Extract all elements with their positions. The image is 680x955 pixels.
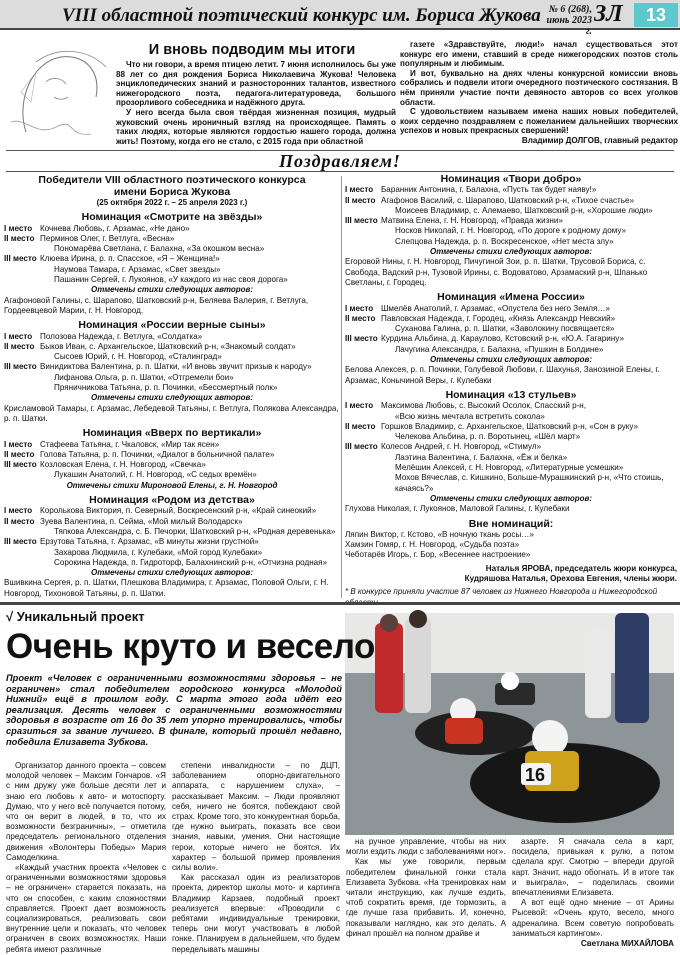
- winner-row: [4, 332, 340, 342]
- winner-entry: Лачугина Александра, г. Балахна, «Пушкин в Болдине»: [395, 344, 604, 354]
- editorial-section: [6, 36, 678, 148]
- winner-row: [345, 304, 677, 314]
- winner-row: [345, 422, 677, 432]
- article-paragraph: азарте. Я сначала села в карт, посидела, привыкая к рулю, а потом сделала круг. Смотрю – впереди другой карт. Значит, надо обогнать. И в итоге так и выиграла», – поделилась своими впечатлениями Елизавета.: [512, 837, 674, 898]
- article-section: [0, 602, 680, 954]
- noted-authors: Глухова Николая, г. Лукоянов, Маловой Галины, г. Кулебаки: [345, 504, 570, 514]
- winner-entry: Курдина Альбина, д. Караулово, Кстовский р-н, «Ю.А. Гагарину»: [381, 334, 624, 344]
- noted-authors: Егоровой Нины, г. Н. Новгород, Пичугиной Зои, р. п. Шатки, Трусовой Бориса, с. Свобода, Вадский р-н, Тузовой Ирины, с. Водоватово, Арзамаский р-н, Шпанько Светланы, г. Городец.: [345, 257, 648, 287]
- article-paragraph: А вот ещё одно мнение – от Арины Рысевой: «Очень круто, весело, много адреналина. Всем советую попробовать заниматься картингом».: [512, 898, 674, 938]
- editorial-signature: Владимир ДОЛГОВ, главный редактор: [521, 135, 678, 145]
- jury-members: Кудряшова Наталья, Орехова Евгения, члены жюри.: [464, 573, 677, 583]
- winner-row: [345, 216, 677, 226]
- extra-entry: Ляпин Виктор, г. Кстово, «В ночную ткань росы…»: [345, 529, 534, 539]
- winner-row: [345, 442, 677, 452]
- place-label: III место: [4, 254, 37, 264]
- place-label: II место: [4, 341, 35, 351]
- winner-entry: Тяпкова Александра, с. Б. Печорки, Шатковский р-н, «Родная деревенька»: [54, 526, 336, 536]
- winner-entry: Сорокина Надежда, п. Гидроторф, Балахнинский р-н, «Отчизна родная»: [54, 557, 328, 567]
- winner-entry: Козловская Елена, г. Н. Новгород, «Свечка»: [40, 460, 206, 470]
- winner-entry: Слепцова Надежда, р. п. Воскресенское, «Нет места злу»: [395, 236, 614, 246]
- winner-entry: Баранник Антонина, г. Балахна, «Пусть так будет наяву!»: [381, 185, 597, 195]
- place-label: III место: [345, 216, 378, 226]
- svg-text:16: 16: [525, 765, 546, 785]
- editorial-paragraph: газете «Здравствуйте, люди!» начал существоваться этот конкурс его имени, ставший в среде нижегородских поэтов столь популярным и любимым.: [400, 40, 678, 69]
- article-paragraph: на ручное управление, чтобы на них могли ездить люди с заболеваниями ног».: [346, 837, 506, 857]
- winner-entry: Лифанова Ольга, р. п. Шатки, «Отгремели бои»: [54, 372, 234, 382]
- winner-entry: Матвина Елена, г. Н. Новгород, «Правда жизни»: [381, 216, 563, 226]
- noted-authors: Вшивкина Сергея, р. п. Шатки, Плешкова Владимира, г. Арзамас, Поповой Ольги, г. Н. Новгород, Тихоновой Татьяны, р. п. Шатки.: [4, 578, 329, 598]
- winner-entry: Моисеев Владимир, с. Алемаево, Шатковский р-н, «Хорошие люди»: [395, 205, 653, 215]
- winner-row: [4, 224, 340, 234]
- article-lead: Проект «Человек с ограниченными возможностями здоровья – не ограничен» стал победителем городского конкурса «Молодой Нижний» ещё в прошлом году. С марта этого года идёт его реализация. Десять человек с ограниченными возможностями здоровья в возрасте от 16 до 35 лет упорно тренировались, чтобы сразиться за звание лучшего. В финале, который прошёл недавно, победила Елизавета Зубкова.: [6, 673, 342, 747]
- extra-entry: Хамзин Гомяр, г. Н. Новгород, «Судьба поэта»: [345, 540, 520, 550]
- issue-date: июнь 2023 г.: [546, 15, 592, 37]
- noted-authors: Белова Алексея, р. п. Починки, Голубевой Любови, г. Шахунья, Занозиной Елены, г. Арзамас, Конычиной Веры, г. Кулебаки: [345, 365, 660, 385]
- article-paragraph: Как рассказал один из реализаторов проекта, директор школы мото- и картинга Владимир Карзаев, подобный проект реализуется впервые: «Проводили с ребятами индивидуальные тренировки, теперь они могут участвовать в любой гонке. Планируем в дальнейшем, что будем переделывать машины: [172, 873, 340, 954]
- newspaper-logo: ЗЛ: [594, 1, 623, 27]
- place-label: II место: [4, 449, 35, 459]
- winner-entry: Лукашин Анатолий, г. Н. Новгород, «С седых времён»: [54, 470, 257, 480]
- winner-entry: Голова Татьяна, р. п. Починки, «Диалог в больничной палате»: [40, 449, 275, 459]
- winner-entry: Суханова Галина, р. п. Шатки, «Заволокину посвящается»: [395, 324, 615, 334]
- noted-heading: Отмечены стихи следующих авторов:: [430, 247, 592, 257]
- winner-row: [4, 234, 340, 244]
- place-label: II место: [345, 421, 376, 431]
- place-label: I место: [4, 439, 33, 449]
- issue-info: [542, 4, 592, 37]
- winner-row: [4, 506, 340, 516]
- editorial-title: И вновь подводим мы итоги: [148, 42, 356, 58]
- article-headline: Очень круто и весело: [6, 627, 375, 666]
- extra-title: Вне номинаций:: [468, 517, 554, 530]
- winner-row: [345, 314, 677, 324]
- place-label: I место: [345, 185, 374, 195]
- noted-heading: Отмечены стихи следующих авторов:: [91, 393, 253, 403]
- nomination-title: Номинация «Твори добро»: [440, 173, 582, 185]
- article-paragraph: степени инвалидности – по ДЦП, заболеванием опорно-двигательного аппарата, с нарушением слуха», – рассказывает Максим. – Люди проявляют себя, ничего не боятся, побеждают свой страх. Кроме того, это конкурентная борьба, где нужно выиграть, показать все свои знания, навыки, умения. Они настоящие герои, которые ничего не боятся. Их характер – большой пример проявления силы воли».: [172, 761, 340, 873]
- winner-entry: Наумова Тамара, г. Арзамас, «Свет звезды»: [54, 264, 221, 274]
- winner-row: [4, 537, 340, 547]
- nomination-title: Номинация «13 стульев»: [445, 388, 577, 401]
- winner-entry: Сысоев Юрий, г. Н. Новгород, «Сталинград»: [54, 352, 222, 362]
- page-number: 13: [634, 3, 678, 27]
- winner-row: [4, 450, 340, 460]
- winner-row: [345, 334, 677, 344]
- winner-entry: Челекова Альбина, р. п. Воротынец, «Шёл март»: [395, 432, 581, 442]
- nomination-title: Номинация «Родом из детства»: [89, 494, 255, 507]
- winner-entry: Пряничникова Татьяна, р. п. Починки, «Бессмертный полк»: [54, 383, 278, 393]
- place-label: II место: [345, 195, 376, 205]
- article-column-2: [172, 761, 340, 955]
- winner-entry: Ерзутова Татьяна, г. Арзамас, «В минуты жизни грустной»: [40, 537, 259, 547]
- winner-row: [4, 254, 340, 264]
- nomination-title: Номинация «Смотрите на звёзды»: [81, 211, 263, 224]
- article-column-4: [512, 837, 674, 949]
- place-label: I место: [4, 223, 33, 233]
- winner-entry: Лаэтина Валентина, г. Балахна, «Ёж и белка»: [395, 452, 568, 462]
- winner-row: [345, 185, 677, 195]
- editorial-right-column: [400, 40, 678, 146]
- winner-entry: Мохов Вячеслав, с. Кишкино, Больше-Мурашкинский р-н, «Что стоишь, качаясь?»: [395, 473, 664, 493]
- winner-row: [4, 362, 340, 372]
- winner-entry: Мелёшин Алексей, г. Н. Новгород, «Литературные усмешки»: [395, 463, 624, 473]
- article-author: Светлана МИХАЙЛОВА: [580, 939, 674, 949]
- extra-entry: Чеботарёв Игорь, г. Бор, «Весеннее настроение»: [345, 550, 531, 560]
- winner-entry: Агафонов Василий, с. Шарапово, Шатковский р-н, «Тихое счастье»: [381, 195, 634, 205]
- place-label: III место: [345, 442, 378, 452]
- jury-chair: Наталья ЯРОВА, председатель жюри конкурса,: [485, 563, 677, 573]
- place-label: III место: [345, 334, 378, 344]
- place-label: I место: [345, 401, 374, 411]
- winner-entry: Стафеева Татьяна, г. Чкаловск, «Мир так ясен»: [40, 439, 220, 449]
- winner-entry: Полозова Надежда, г. Ветлуга, «Солдатка»: [40, 331, 203, 341]
- winner-row: [4, 460, 340, 470]
- winner-entry: Павловская Надежда, г. Городец, «Князь Александр Невский»: [381, 313, 616, 323]
- place-label: I место: [4, 506, 33, 516]
- winner-entry: Зуева Валентина, п. Сейма, «Мой милый Володарск»: [40, 516, 243, 526]
- winner-entry: «Всю жизнь мечтала встретить сокола»: [395, 411, 545, 421]
- winner-entry: Перминов Олег, г. Ветлуга, «Весна»: [40, 233, 175, 243]
- winner-row: [345, 196, 677, 206]
- header-title: VIII областной поэтический конкурс им. Бориса Жукова: [62, 5, 541, 26]
- article-paragraph: «Каждый участник проекта «Человек с ограниченными возможностями здоровья – не ограничен» старается показать, на что он способен, с каким сложностями справляется. Проект дает возможность социализироваться, реализовать свои внутренние цели и показать, что человек ограничен в своих возможностях. Наши ребята имеют различные: [6, 863, 166, 954]
- editorial-paragraph: И вот, буквально на днях члены конкурсной комиссии вновь собрались и подвели итоги очередного поэтического состязания. В нём приняли участие почти девяносто авторов со всех уголков области.: [400, 68, 678, 107]
- winner-entry: Колесов Андрей, г. Н. Новгород, «Стимул»: [381, 442, 542, 452]
- winner-entry: Винидиктова Валентина, р. п. Шатки, «И вновь звучит призыв к народу»: [40, 362, 312, 372]
- nomination-title: Номинация «России верные сыны»: [78, 319, 266, 332]
- editorial-paragraph: С удовольствием называем имена наших новых победителей, коих сердечно поздравляем с пожеланием дальнейших творческих успехов и новых прекрасных свершений!: [400, 107, 678, 136]
- contest-dates: (25 октября 2022 г. – 25 апреля 2023 г.): [96, 198, 248, 207]
- winner-entry: Шмелёв Анатолий, г. Арзамас, «Опустела без него Земля…»: [381, 303, 610, 313]
- column-divider: [341, 176, 342, 598]
- winner-entry: Кочнева Любовь, г. Арзамас, «Не дано»: [40, 223, 190, 233]
- place-label: II место: [4, 233, 35, 243]
- nomination-title: Номинация «Имена России»: [437, 291, 585, 304]
- karting-photo: [345, 613, 674, 835]
- contest-heading: Победители VIII областного поэтического конкурса: [38, 174, 306, 186]
- place-label: II место: [4, 516, 35, 526]
- winner-row: [4, 517, 340, 527]
- banner-text: Поздравляем!: [279, 151, 401, 171]
- winner-entry: Горшков Владимир, с. Архангельское, Шатковский р-н, «Сон в руку»: [381, 421, 639, 431]
- article-column-1: [6, 761, 166, 955]
- results-right-column: [345, 174, 677, 608]
- noted-heading: Отмечены стихи следующих авторов:: [91, 285, 253, 295]
- winner-row: [4, 440, 340, 450]
- winner-entry: Клюева Ирина, р. п. Спасское, «Я – Женщина!»: [40, 254, 220, 264]
- place-label: III место: [4, 460, 37, 470]
- place-label: III место: [4, 537, 37, 547]
- results-left-column: [4, 174, 340, 599]
- noted-heading: Отмечены стихи следующих авторов:: [430, 493, 592, 503]
- winner-entry: Пашанин Сергей, г. Лукоянов, «У каждого из нас своя дорога»: [54, 275, 288, 285]
- article-paragraph: Как мы уже говорили, первым победителем финальной гонки стала Елизавета Зубкова. «На тренировках нам читали инструкцию, как лучше ездить, чтоб сократить время, где тормозить, а где лучше газа прибавить. И, конечно, показывали наглядно, как это делать. А финал прошёл на полном драйве и: [346, 857, 506, 938]
- noted-authors: Крисламовой Тамары, г. Арзамас, Лебедевой Татьяны, г. Ветлуга, Полякова Александра, р. п. Шатки.: [4, 403, 339, 423]
- noted-heading: Отмечены стихи следующих авторов:: [430, 355, 592, 365]
- winner-row: [345, 401, 677, 411]
- place-label: II место: [345, 313, 376, 323]
- editorial-paragraph: Что ни говори, а время птицею летит. 7 июня исполнилось бы уже 88 лет со дня рождения Бориса Николаевича Жукова! Человека энциклопедических знаний и разносторонних талантов, известного нижегородского поэта, педагога-литературоведа, большого прозорливого собеседника и надёжного друга.: [116, 60, 396, 108]
- nomination-title: Номинация «Вверх по вертикали»: [82, 427, 262, 440]
- noted-heading: Отмечены стихи следующих авторов:: [91, 568, 253, 578]
- winner-entry: Максимова Любовь, с. Высокий Осолок, Спасский р-н,: [381, 401, 587, 411]
- contest-heading-name: имени Бориса Жукова: [113, 186, 231, 198]
- article-rubric: √ Уникальный проект: [6, 609, 145, 624]
- place-label: III место: [4, 362, 37, 372]
- editorial-paragraph: У него всегда была своя твёрдая жизненная позиция, мудрый жуковский очень ироничный взгляд на происходящее. Память о таких людях, которые являются гордостью нашего города, должна жить! Поэтому, когда его не стало, с 2015 года при областной: [116, 107, 396, 146]
- place-label: I место: [345, 303, 374, 313]
- noted-authors: Агафоновой Галины, с. Шарапово, Шатковский р-н, Беляева Валерия, г. Ветлуга, Гордеевцевой Марии, г. Н. Новгород.: [4, 295, 309, 315]
- winner-entry: Пономарёва Светлана, г. Балахна, «За окошком весна»: [54, 244, 265, 254]
- congratulations-banner: [6, 150, 674, 172]
- issue-number: № 6 (268),: [548, 4, 592, 15]
- noted-heading: Отмечены стихи Мироновой Елены, г. Н. Новгород: [66, 480, 278, 490]
- article-paragraph: Организатор данного проекта – совсем молодой человек – Максим Гончаров. «Я с ним дружу уже больше десяти лет и знаю его любовь к авто- и мотоспорту. Думаю, что у него всё получается потому, что он верит в людей, в то, что их возможности безграничны», – отметила председатель регионального отделения движения «Волонтеры Победы» Мария Самоделкина.: [6, 761, 166, 862]
- winner-row: [4, 342, 340, 352]
- footnote: * В конкурсе приняли участие 87 человек из Нижнего Новгорода и Нижегородской области.: [345, 587, 658, 607]
- editorial-left-column: [116, 60, 396, 146]
- winner-entry: Корольковa Виктория, п. Северный, Воскресенский р-н, «Край синеокий»: [40, 506, 317, 516]
- winner-entry: Быков Иван, с. Архангельское, Шатковский р-н, «Знакомый солдат»: [40, 341, 296, 351]
- winner-entry: Захарова Людмила, г. Кулебаки, «Мой город Кулебаки»: [54, 547, 263, 557]
- portrait-sketch-illustration: [6, 42, 116, 142]
- place-label: I место: [4, 331, 33, 341]
- article-column-3: [346, 837, 506, 939]
- winner-entry: Носков Николай, г. Н. Новгород, «По дороге к родному дому»: [395, 226, 627, 236]
- page-header: [0, 0, 680, 37]
